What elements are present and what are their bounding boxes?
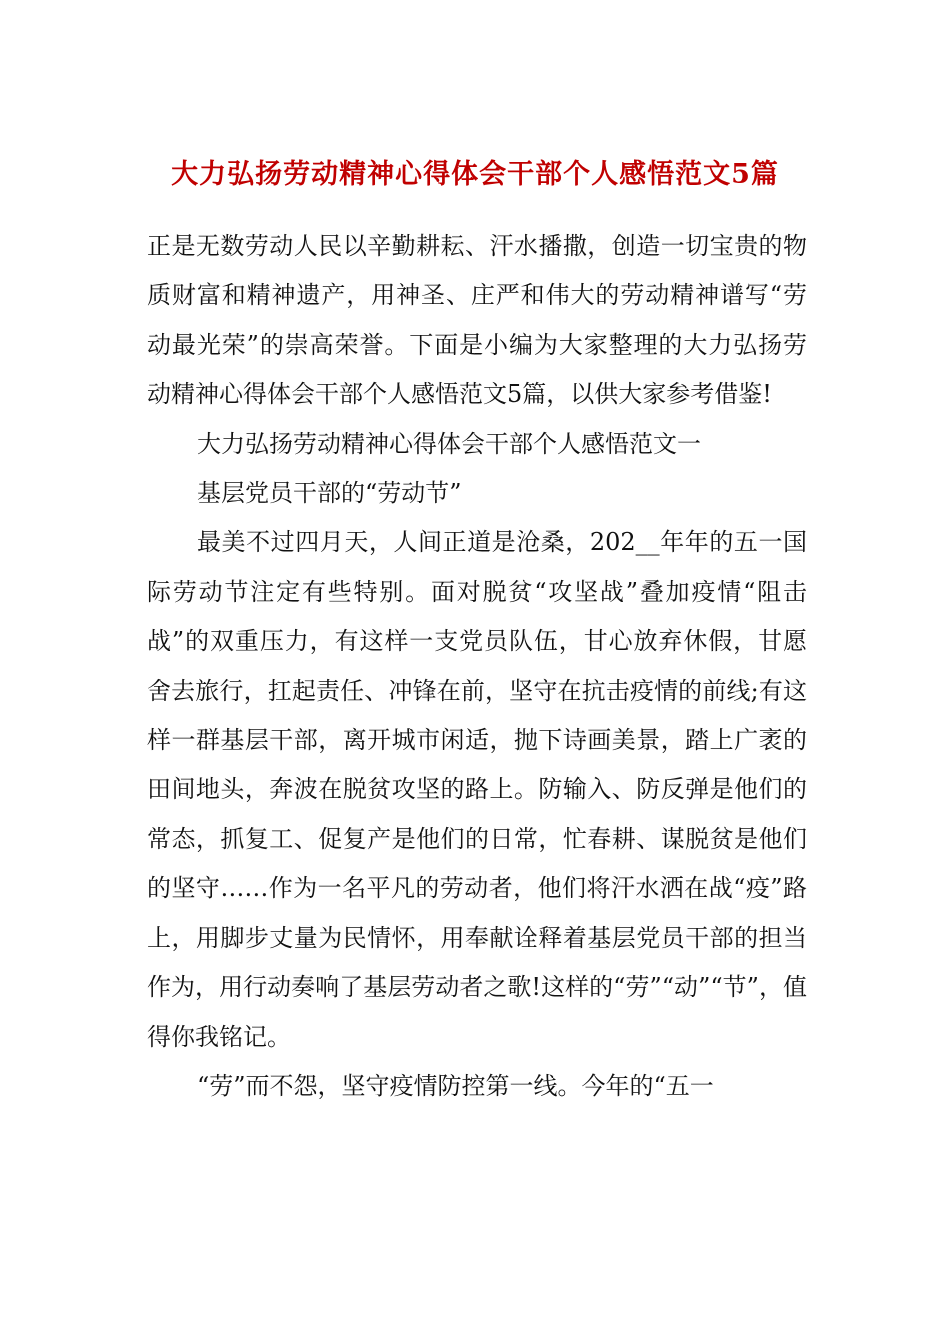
intro-paragraph: 正是无数劳动人民以辛勤耕耘、汗水播撒，创造一切宝贵的物质财富和精神遗产，用神圣、庄严和伟大的劳动精神谱写“劳动最光荣”的崇高荣誉。下面是小编为大家整理的大力弘扬劳动精神心得体会干部个人感悟范文5篇，以供大家参考借鉴!	[147, 232, 807, 409]
body-paragraph: 最美不过四月天，人间正道是沧桑，202__年年的五一国际劳动节注定有些特别。面对脱贫“攻坚战”叠加疫情“阻击战”的双重压力，有这样一支党员队伍，甘心放弃休假，甘愿舍去旅行，扛起责任、冲锋在前，坚守在抗击疫情的前线;有这样一群基层干部，离开城市闲适，抛下诗画美景，踏上广袤的田间地头，奔波在脱贫攻坚的路上。防输入、防反弹是他们的常态，抓复工、促复产是他们的日常，忙春耕、谋脱贫是他们的坚守……作为一名平凡的劳动者，他们将汗水洒在战“疫”路上，用脚步丈量为民情怀，用奉献诠释着基层党员干部的担当作为，用行动奏响了基层劳动者之歌!这样的“劳”“动”“节”，值得你我铭记。	[147, 528, 807, 1051]
article-subtitle: 基层党员干部的“劳动节”	[197, 479, 462, 508]
body-paragraph: “劳”而不怨，坚守疫情防控第一线。今年的“五一	[197, 1071, 714, 1100]
section-heading: 大力弘扬劳动精神心得体会干部个人感悟范文一	[197, 429, 701, 458]
document-body	[147, 222, 807, 1111]
document-title: 大力弘扬劳动精神心得体会干部个人感悟范文5篇	[171, 159, 779, 190]
